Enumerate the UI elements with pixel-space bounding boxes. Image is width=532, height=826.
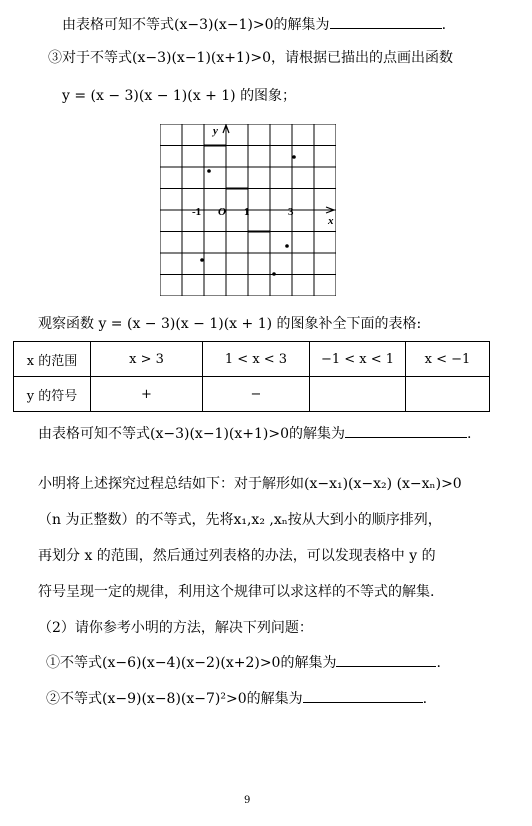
table-cell: y 的符号 <box>14 377 91 412</box>
para-line-5 <box>38 618 313 638</box>
question-1 <box>46 652 441 673</box>
page-number: 9 <box>244 795 251 806</box>
plot-point <box>207 169 211 173</box>
question-2-end: . <box>422 691 428 707</box>
line-2-text: ③对于不等式(x−3)(x−1)(x+1)>0，请根据已描出的点画出函数 <box>48 50 454 66</box>
tick-label-3: 3 <box>288 206 294 218</box>
question-1-text: ①不等式(x−6)(x−4)(x−2)(x+2)>0的解集为 <box>46 655 337 671</box>
line-1 <box>62 14 446 35</box>
para-line-4-text: 符号呈现一定的规律，利用这个规律可以求这样的不等式的解集. <box>38 584 435 600</box>
line-3 <box>62 86 296 106</box>
answer-blank-4[interactable] <box>303 688 423 703</box>
table-cell-empty[interactable] <box>406 377 490 412</box>
table-cell: − <box>203 377 310 412</box>
answer-blank-3[interactable] <box>336 652 436 667</box>
para-line-4 <box>38 582 434 602</box>
para-line-2-text: （n 为正整数）的不等式，先将x₁,x₂ ,xₙ按从大到小的顺序排列， <box>38 512 442 528</box>
tick-label-neg1: -1 <box>192 206 202 218</box>
line-2 <box>48 48 453 68</box>
tick-label-1: 1 <box>244 206 250 218</box>
line-5 <box>38 423 471 444</box>
table-cell: + <box>91 377 203 412</box>
question-2 <box>46 688 427 709</box>
coordinate-grid[interactable] <box>160 124 336 296</box>
origin-label: O <box>218 206 226 218</box>
line-1-text: 由表格可知不等式(x−3)(x−1)>0的解集为 <box>62 17 330 33</box>
para-line-3-text: 再划分 x 的范围，然后通过列表格的办法，可以发现表格中 y 的 <box>38 548 436 564</box>
table-cell: x < −1 <box>406 342 490 377</box>
para-line-1-text: 小明将上述探究过程总结如下：对于解形如(x−x₁)(x−x₂) (x−xₙ)>0 <box>38 476 462 492</box>
table-cell: −1 < x < 1 <box>310 342 406 377</box>
question-1-end: . <box>436 655 441 671</box>
table-row <box>14 377 490 412</box>
para-line-2 <box>38 510 442 530</box>
line-4-text: 观察函数 y = (x − 3)(x − 1)(x + 1) 的图象补全下面的表格: <box>38 316 422 332</box>
table-cell: x 的范围 <box>14 342 91 377</box>
x-axis-label: x <box>328 215 334 227</box>
line-1-end: . <box>441 17 447 33</box>
grid-svg <box>160 124 336 296</box>
line-5-end: . <box>467 426 472 442</box>
plot-point <box>272 272 276 276</box>
plot-point <box>285 244 289 248</box>
table-cell: 1 < x < 3 <box>203 342 310 377</box>
y-axis-label: y <box>213 125 218 137</box>
line-5-text: 由表格可知不等式(x−3)(x−1)(x+1)>0的解集为 <box>38 426 346 442</box>
table-cell: x > 3 <box>91 342 203 377</box>
table-cell-empty[interactable] <box>310 377 406 412</box>
para-line-5-text: （2）请你参考小明的方法，解决下列问题： <box>38 620 313 636</box>
line-4 <box>38 314 421 334</box>
question-2-text: ②不等式(x−9)(x−8)(x−7)²>0的解集为 <box>46 691 303 707</box>
answer-blank-1[interactable] <box>330 14 442 29</box>
para-line-3 <box>38 546 436 566</box>
answer-blank-2[interactable] <box>345 423 467 438</box>
line-3-text: y = (x − 3)(x − 1)(x + 1) 的图象； <box>62 88 297 104</box>
table-row <box>14 342 490 377</box>
para-line-1 <box>38 474 462 494</box>
plot-point <box>292 155 296 159</box>
plot-point <box>200 258 204 262</box>
sign-table <box>13 341 490 412</box>
